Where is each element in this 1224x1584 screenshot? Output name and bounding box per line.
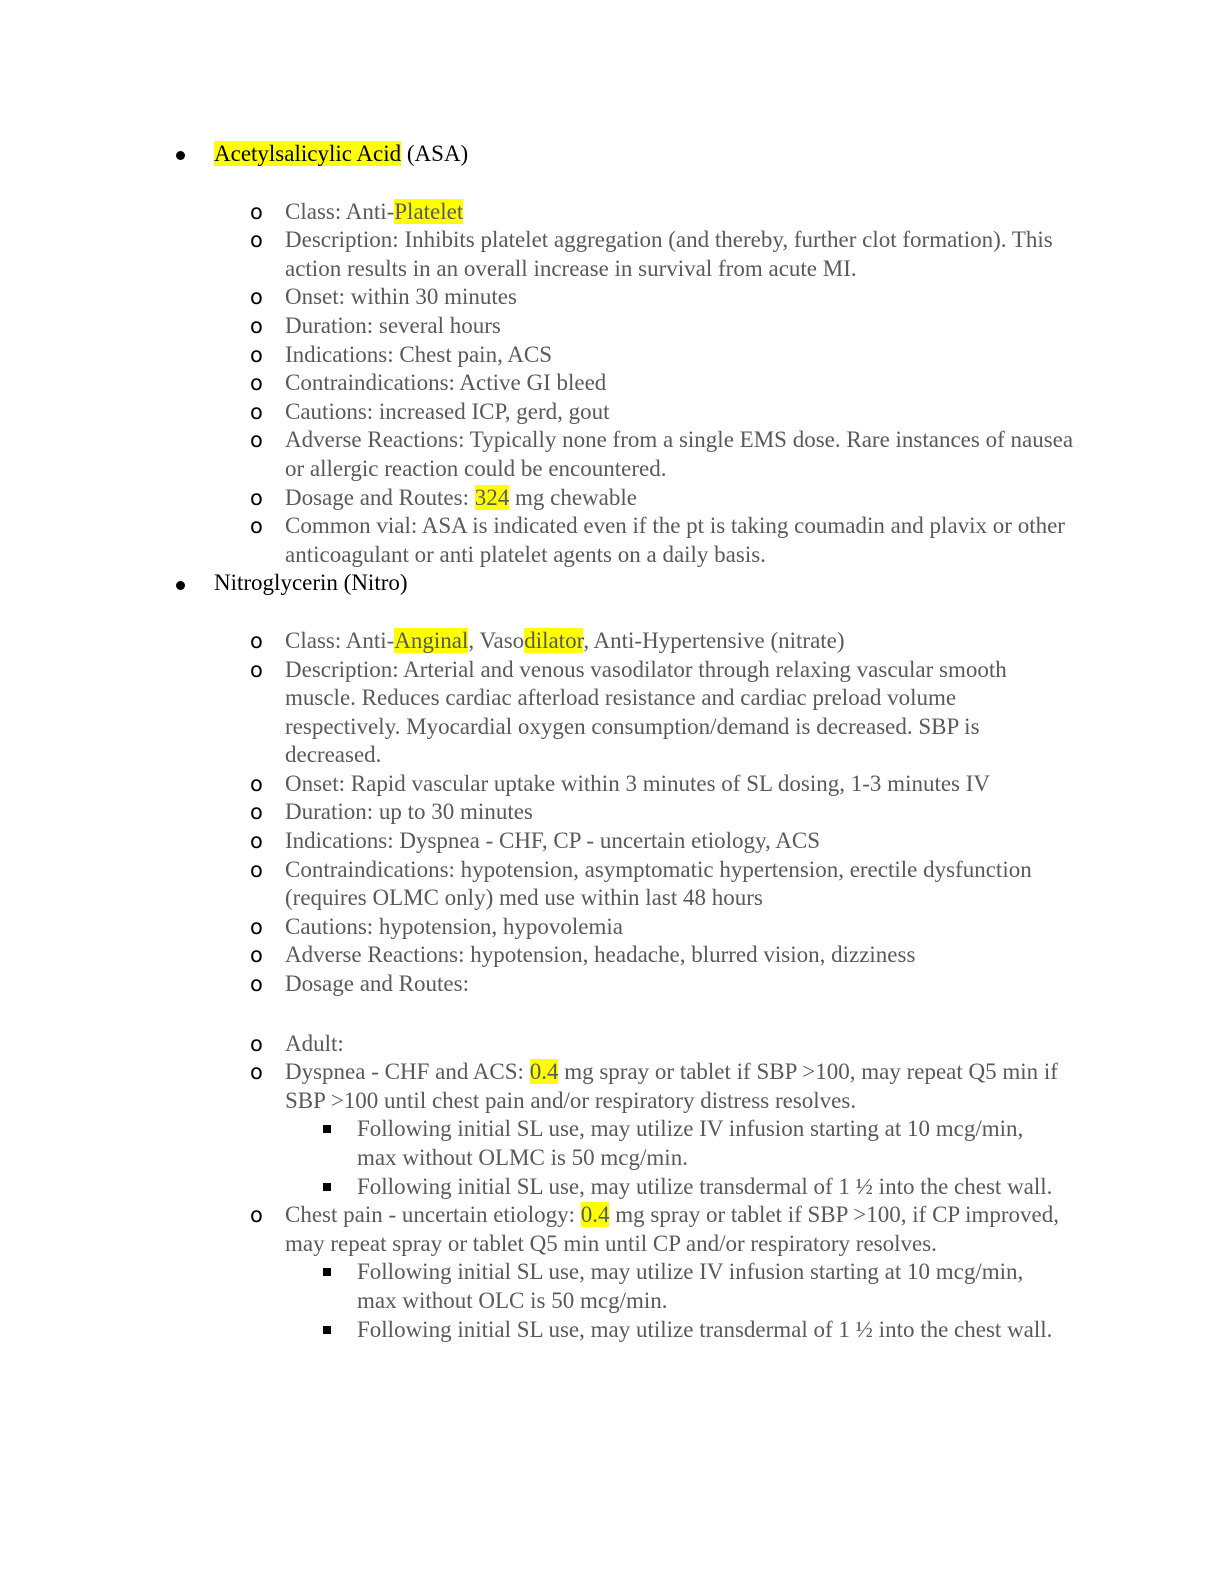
list-item-dosage — [0, 484, 1075, 513]
class-suffix: , Anti-Hypertensive (nitrate) — [583, 627, 845, 653]
dosage-highlight: 324 — [474, 484, 510, 510]
circle-bullet-icon: o — [250, 1203, 263, 1228]
sub-item-text: Following initial SL use, may utilize IV infusion starting at 10 mcg/min, max without OLC is 50 mcg/min. — [357, 1259, 1024, 1313]
list-item-class — [0, 198, 1075, 227]
drug-heading-nitro — [0, 569, 1064, 598]
dose-highlight: 0.4 — [580, 1202, 610, 1228]
class-label: Class: Anti- — [285, 627, 395, 653]
list-item-onset — [0, 283, 1075, 312]
class-highlight: Anginal — [394, 627, 469, 653]
cautions-text: Cautions: increased ICP, gerd, gout — [285, 398, 610, 424]
chest-pain-label: Chest pain - uncertain etiology: — [285, 1202, 581, 1228]
circle-bullet-icon: o — [250, 628, 263, 653]
circle-bullet-icon: o — [250, 972, 263, 997]
list-item-duration — [0, 312, 1075, 341]
class-mid: , Vaso — [468, 627, 525, 653]
square-bullet-icon — [323, 1268, 331, 1276]
dosage-label: Dosage and Routes: — [285, 971, 469, 997]
circle-bullet-icon: o — [250, 399, 263, 424]
list-item-contraindications — [0, 369, 1075, 398]
circle-bullet-icon: o — [250, 285, 263, 310]
list-item-contraindications — [0, 856, 1075, 913]
onset-text: Onset: within 30 minutes — [285, 284, 517, 310]
class-highlight: Platelet — [394, 198, 464, 224]
list-item-adverse — [0, 941, 1075, 970]
circle-bullet-icon: o — [250, 428, 263, 453]
adverse-text: Adverse Reactions: hypotension, headache, blurred vision, dizziness — [285, 942, 916, 968]
indications-text: Indications: Chest pain, ACS — [285, 341, 553, 367]
list-item-adverse — [0, 426, 1075, 483]
list-item-common-vial — [0, 512, 1075, 569]
onset-text: Onset: Rapid vascular uptake within 3 minutes of SL dosing, 1-3 minutes IV — [285, 770, 991, 796]
list-item-duration — [0, 798, 1075, 827]
sub-item-text: Following initial SL use, may utilize transdermal of 1 ½ into the chest wall. — [357, 1316, 1053, 1342]
sub-list-item — [0, 1316, 1057, 1345]
dosage-suffix: mg chewable — [509, 484, 637, 510]
list-item-onset — [0, 770, 1075, 799]
circle-bullet-icon: o — [250, 1031, 263, 1056]
bullet-icon — [176, 140, 185, 169]
square-bullet-icon — [323, 1183, 331, 1191]
sub-item-text: Following initial SL use, may utilize IV infusion starting at 10 mcg/min, max without OLMC is 50 mcg/min. — [357, 1116, 1024, 1170]
indications-text: Indications: Dyspnea - CHF, CP - uncertain etiology, ACS — [285, 828, 820, 854]
bullet-icon — [176, 569, 185, 598]
circle-bullet-icon: o — [250, 857, 263, 882]
square-bullet-icon — [323, 1125, 331, 1133]
list-item-adult — [0, 1030, 1075, 1059]
adverse-text: Adverse Reactions: Typically none from a single EMS dose. Rare instances of nausea or allergic reaction could be encountered. — [285, 427, 1074, 481]
contraindications-text: Contraindications: hypotension, asymptomatic hypertension, erectile dysfunction (requires OLMC only) med use within last 48 hours — [285, 856, 1032, 911]
circle-bullet-icon: o — [250, 199, 263, 224]
list-item-indications — [0, 341, 1075, 370]
circle-bullet-icon: o — [250, 829, 263, 854]
list-item-indications — [0, 827, 1075, 856]
circle-bullet-icon: o — [250, 1060, 263, 1085]
dosage-label: Dosage and Routes: — [285, 484, 475, 510]
description-text: Description: Inhibits platelet aggregation (and thereby, further clot formation). This action results in an overall increase in survival from acute MI. — [285, 227, 1053, 281]
square-bullet-icon — [323, 1326, 331, 1334]
circle-bullet-icon: o — [250, 943, 263, 968]
class-label: Class: Anti- — [285, 198, 395, 224]
drug-abbreviation: (ASA) — [401, 141, 469, 166]
highlighted-drug-name: Acetylsalicylic Acid — [214, 141, 402, 166]
circle-bullet-icon: o — [250, 228, 263, 253]
drug-heading-asa — [0, 140, 1064, 169]
circle-bullet-icon: o — [250, 485, 263, 510]
common-vial-text: Common vial: ASA is indicated even if the pt is taking coumadin and plavix or other anticoagulant or anti platelet agents on a daily basis. — [285, 513, 1065, 567]
circle-bullet-icon: o — [250, 342, 263, 367]
duration-text: Duration: several hours — [285, 312, 501, 338]
adult-label: Adult: — [285, 1030, 344, 1056]
sub-list-item — [0, 1173, 1057, 1202]
class-highlight: dilator — [524, 627, 584, 653]
circle-bullet-icon: o — [250, 514, 263, 539]
cautions-text: Cautions: hypotension, hypovolemia — [285, 913, 623, 939]
list-item-description — [0, 226, 1075, 283]
list-item-dyspnea — [0, 1058, 1075, 1115]
circle-bullet-icon: o — [250, 371, 263, 396]
dose-highlight: 0.4 — [529, 1059, 559, 1085]
sub-list-item — [0, 1115, 1057, 1172]
description-text: Description: Arterial and venous vasodilator through relaxing vascular smooth muscle. Reduces cardiac afterload resistance and cardiac preload volume respectively. Myocardial oxygen consumption/demand is decreased. SBP is decreased. — [285, 656, 1007, 768]
list-item-cautions — [0, 913, 1075, 942]
circle-bullet-icon: o — [250, 800, 263, 825]
dyspnea-label: Dyspnea - CHF and ACS: — [285, 1059, 530, 1085]
list-item-cautions — [0, 398, 1075, 427]
circle-bullet-icon: o — [250, 771, 263, 796]
sub-list-item — [0, 1258, 1057, 1315]
circle-bullet-icon: o — [250, 914, 263, 939]
document-page — [0, 140, 1224, 1344]
circle-bullet-icon: o — [250, 657, 263, 682]
list-item-dosage — [0, 970, 1075, 999]
sub-item-text: Following initial SL use, may utilize transdermal of 1 ½ into the chest wall. — [357, 1173, 1053, 1199]
drug-name: Nitroglycerin (Nitro) — [214, 570, 408, 596]
duration-text: Duration: up to 30 minutes — [285, 799, 533, 825]
circle-bullet-icon: o — [250, 313, 263, 338]
chest-pain-text: mg spray or tablet if SBP >100, if CP improved, may repeat spray or tablet Q5 min until CP and/or respiratory resolves. — [285, 1202, 1060, 1256]
contraindications-text: Contraindications: Active GI bleed — [285, 370, 607, 396]
list-item-chest-pain — [0, 1201, 1075, 1258]
dyspnea-text: mg spray or tablet if SBP >100, may repeat Q5 min if SBP >100 until chest pain and/or respiratory distress resolves. — [285, 1059, 1058, 1113]
list-item-class — [0, 627, 1075, 656]
list-item-description — [0, 656, 1075, 770]
